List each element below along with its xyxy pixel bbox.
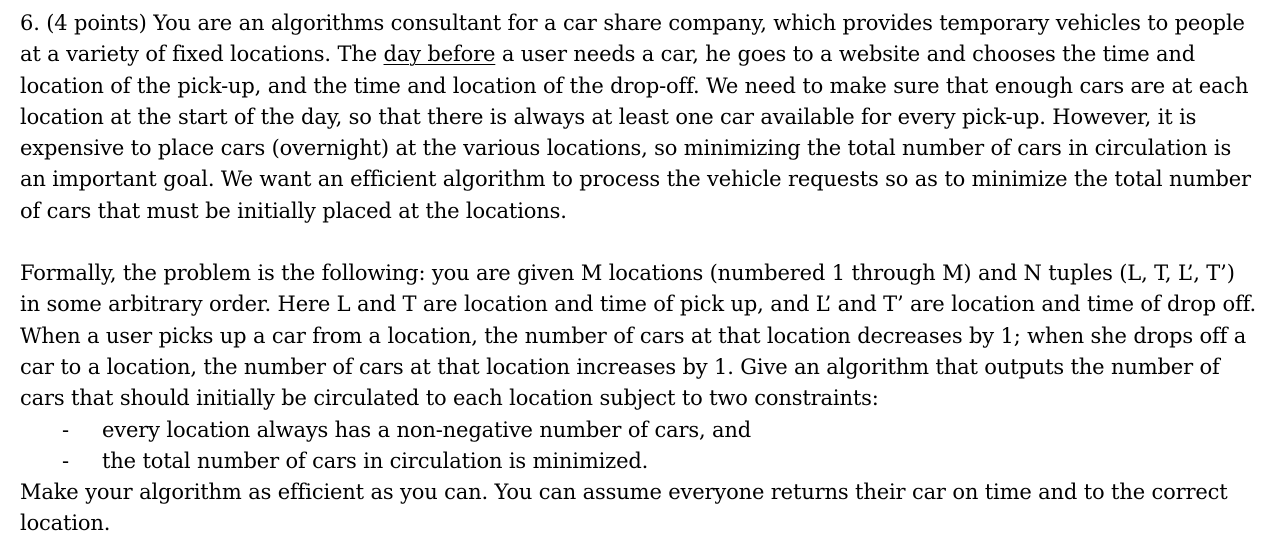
- formal-definition-paragraph: Formally, the problem is the following: you are given M locations (numbered 1 through M) and N tuples (L, T, L’, T’) in some arbitrary order. Here L and T are location and time of pick up, and L’ and T’ are location and time of drop off. When a user picks up a car from a location, the number of cars at that location decreases by 1; when she drops off a car to a location, the number of cars at that location increases by 1. Give an algorithm that outputs the number of cars that should initially be circulated to each location subject to two constraints:: [20, 261, 1257, 411]
- problem-intro-paragraph: [20, 8, 1260, 227]
- paragraph-gap: [20, 227, 1260, 258]
- underlined-day-before: day before: [383, 42, 496, 67]
- bullet-dash: -: [62, 417, 69, 442]
- intro-text-start: 6. (4 points) You are an algorithms consultant for a car share company, which provides temporary vehicles to people at a variety of fixed locations. The: [20, 11, 1245, 67]
- constraint-item: [20, 415, 1260, 446]
- constraint-item: [20, 446, 1260, 477]
- efficiency-note-paragraph: Make your algorithm as efficient as you can. You can assume everyone returns their car on time and to the correct location.: [20, 480, 1228, 536]
- bullet-dash: -: [62, 448, 69, 473]
- intro-text-end: a user needs a car, he goes to a website and chooses the time and location of the pick-up, and the time and location of the drop-off. We need to make sure that enough cars are at each location at the start of the day, so that there is always at least one car available for every pick-up. However, it is expensive to place cars (overnight) at the various locations, so minimizing the total number of cars in circulation is an important goal. We want an efficient algorithm to process the vehicle requests so as to minimize the total number of cars that must be initially placed at the locations.: [20, 42, 1251, 223]
- constraint-text: the total number of cars in circulation is minimized.: [102, 448, 649, 473]
- constraint-text: every location always has a non-negative number of cars, and: [102, 417, 752, 442]
- problem-document: [20, 8, 1260, 540]
- constraints-list: [20, 415, 1260, 478]
